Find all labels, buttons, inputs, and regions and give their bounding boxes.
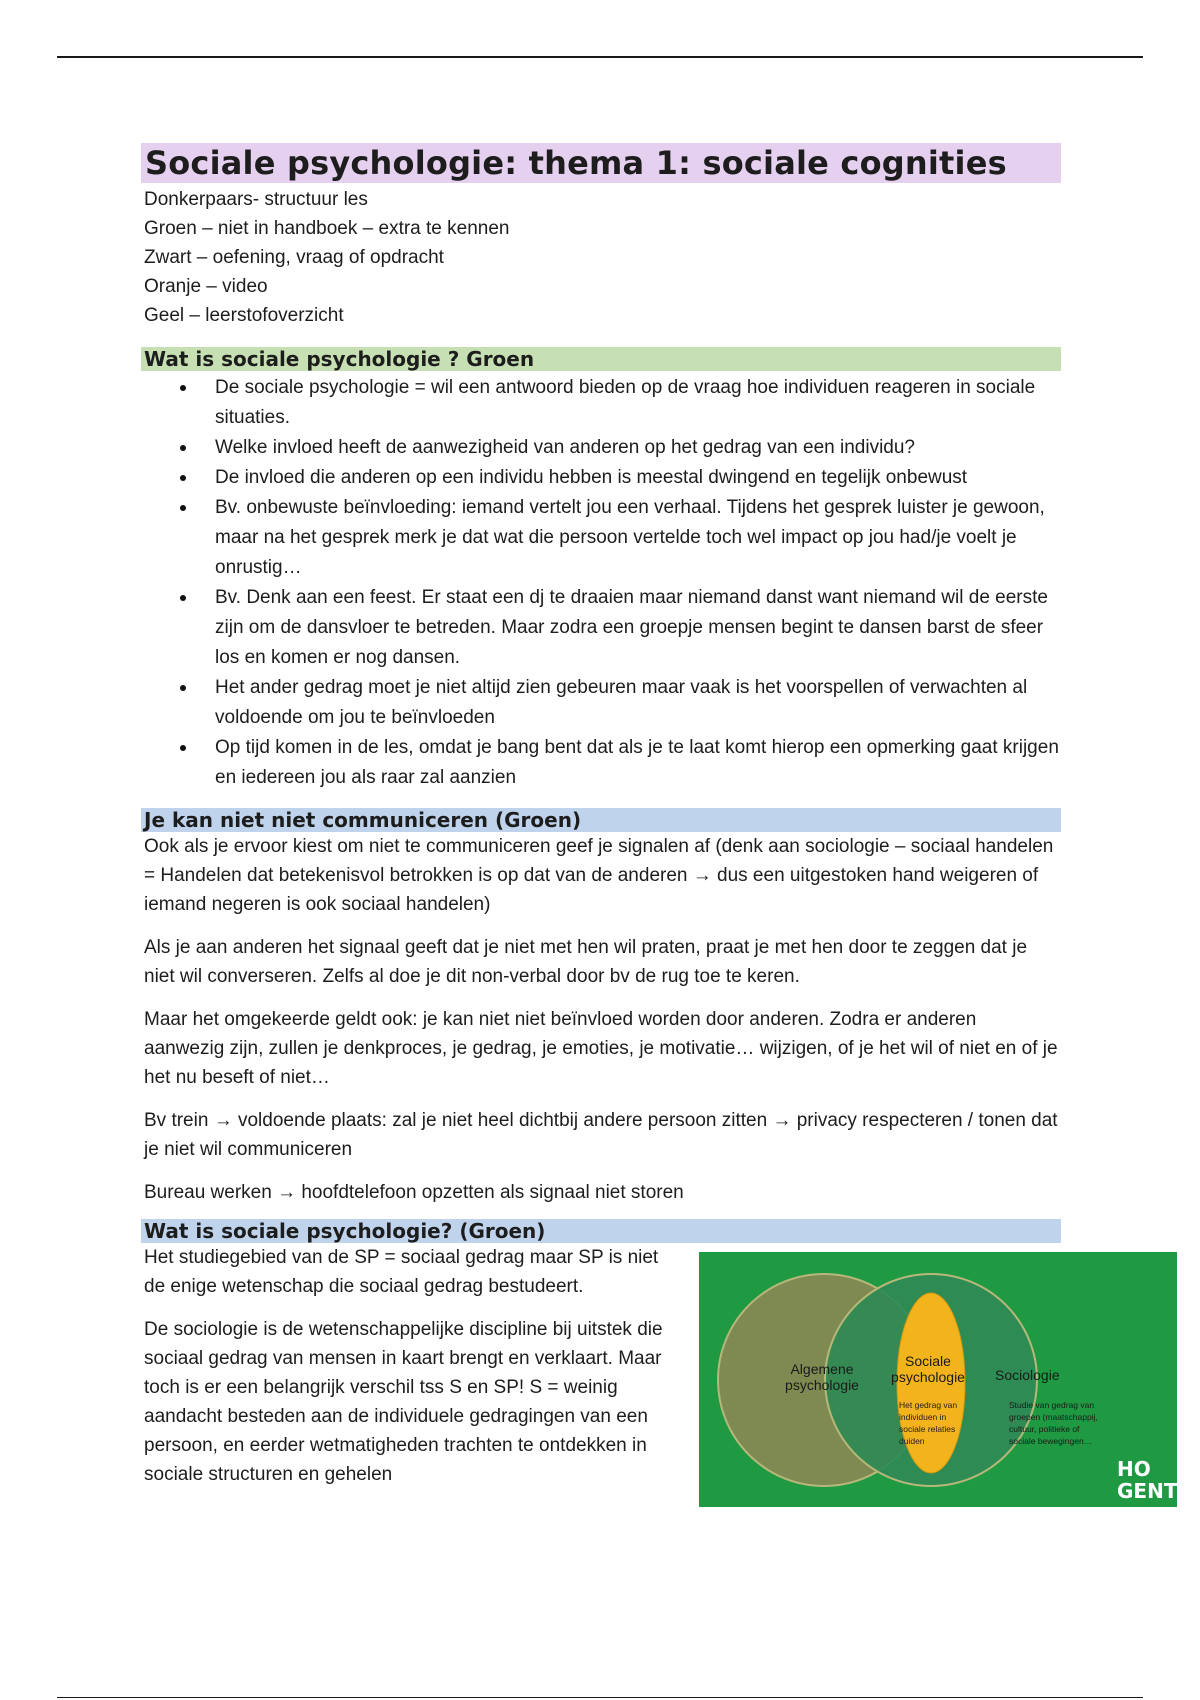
section-body xyxy=(141,1243,1177,1503)
right-sub: sociale bewegingen… xyxy=(1009,1436,1093,1446)
middle-sub: individuen in xyxy=(899,1412,947,1422)
list-item: De invloed die anderen op een individu hebben is meestal dwingend en tegelijk onbewust xyxy=(215,463,1061,493)
legend-item: Geel – leerstofoverzicht xyxy=(144,305,344,326)
hogent-logo-text: GENT xyxy=(1117,1479,1177,1503)
document-page xyxy=(141,143,1177,1503)
middle-sub: sociale relaties xyxy=(899,1424,956,1434)
paragraph: Als je aan anderen het signaal geeft dat je niet met hen wil praten, praat je met hen door te zeggen dat je niet wil converseren. Zelfs al doe je dit non-verbal door bv de rug toe te keren. xyxy=(144,937,1028,987)
list-item: Welke invloed heeft de aanwezigheid van anderen op het gedrag van een individu? xyxy=(215,433,1061,463)
section-heading-wat-is-sociale-psychologie: Wat is sociale psychologie ? Groen xyxy=(141,347,1061,371)
right-label: Sociologie xyxy=(995,1367,1060,1383)
legend-item: Zwart – oefening, vraag of opdracht xyxy=(144,247,444,268)
top-rule xyxy=(57,56,1143,58)
section-heading-wat-is-sociale-psychologie-2: Wat is sociale psychologie? (Groen) xyxy=(141,1219,1061,1243)
venn-diagram-svg xyxy=(699,1252,1177,1507)
venn-diagram xyxy=(699,1252,1177,1507)
bottom-rule xyxy=(57,1697,1143,1698)
text-column xyxy=(141,1243,676,1489)
list-item: Op tijd komen in de les, omdat je bang bent dat als je te laat komt hierop een opmerking gaat krijgen en iedereen jou als raar zal aanzien xyxy=(215,733,1061,793)
list-item: Bv. onbewuste beïnvloeding: iemand vertelt jou een verhaal. Tijdens het gesprek luister je gewoon, maar na het gesprek merk je dat wat die persoon vertelde toch wel impact op jou had/je voelt je onrustig… xyxy=(215,493,1061,583)
right-sub: cultuur, politieke of xyxy=(1009,1424,1080,1434)
hogent-logo-text: HO xyxy=(1117,1457,1151,1481)
left-label: psychologie xyxy=(785,1377,859,1393)
list-item: Bv. Denk aan een feest. Er staat een dj te draaien maar niemand danst want niemand wil de eerste zijn om de dansvloer te betreden. Maar zodra een groepje mensen begint te dansen barst de sfeer los en komen er nog dansen. xyxy=(215,583,1061,673)
section-body xyxy=(141,832,1061,1207)
list-item: Het ander gedrag moet je niet altijd zien gebeuren maar vaak is het voorspellen of verwachten al voldoende om jou te beïnvloeden xyxy=(215,673,1061,733)
section-heading-niet-communiceren: Je kan niet niet communiceren (Groen) xyxy=(141,808,1061,832)
legend-item: Oranje – video xyxy=(144,276,268,297)
color-legend xyxy=(144,185,1061,330)
middle-label: Sociale xyxy=(905,1353,951,1369)
paragraph: Bv trein → voldoende plaats: zal je niet heel dichtbij andere persoon zitten → privacy respecteren / tonen dat je niet wil communiceren xyxy=(144,1110,1058,1160)
right-sub: groepen (maatschappij, xyxy=(1009,1412,1098,1422)
middle-sub: Het gedrag van xyxy=(899,1400,958,1410)
middle-sub: duiden xyxy=(899,1436,925,1446)
legend-item: Donkerpaars- structuur les xyxy=(144,189,368,210)
page-title: Sociale psychologie: thema 1: sociale cognities xyxy=(141,143,1061,183)
paragraph: Het studiegebied van de SP = sociaal gedrag maar SP is niet de enige wetenschap die sociaal gedrag bestudeert. xyxy=(144,1247,659,1297)
paragraph: De sociologie is de wetenschappelijke discipline bij uitstek die sociaal gedrag van mensen in kaart brengt en verklaart. Maar toch is er een belangrijk verschil tss S en SP! S = weinig aandacht besteden aan de individuele gedragingen van een persoon, en eerder wetmatigheden trachten te ontdekken in sociale structuren en gehelen xyxy=(144,1319,663,1485)
bullet-list xyxy=(141,373,1061,793)
paragraph: Ook als je ervoor kiest om niet te communiceren geef je signalen af (denk aan sociologie – sociaal handelen = Handelen dat betekenisvol betrokken is op dat van de anderen → dus een uitgestoken hand weigeren of iemand negeren is ook sociaal handelen) xyxy=(144,836,1054,915)
paragraph: Maar het omgekeerde geldt ook: je kan niet niet beïnvloed worden door anderen. Zodra er anderen aanwezig zijn, zullen je denkproces, je gedrag, je emoties, je motivatie… wijzigen, of je het wil of niet en of je het nu beseft of niet… xyxy=(144,1009,1058,1088)
list-item: De sociale psychologie = wil een antwoord bieden op de vraag hoe individuen reageren in sociale situaties. xyxy=(215,373,1061,433)
left-label: Algemene xyxy=(790,1361,854,1377)
paragraph: Bureau werken → hoofdtelefoon opzetten als signaal niet storen xyxy=(144,1182,684,1203)
right-sub: Studie van gedrag van xyxy=(1009,1400,1095,1410)
middle-label: psychologie xyxy=(891,1369,965,1385)
legend-item: Groen – niet in handboek – extra te kennen xyxy=(144,218,510,239)
